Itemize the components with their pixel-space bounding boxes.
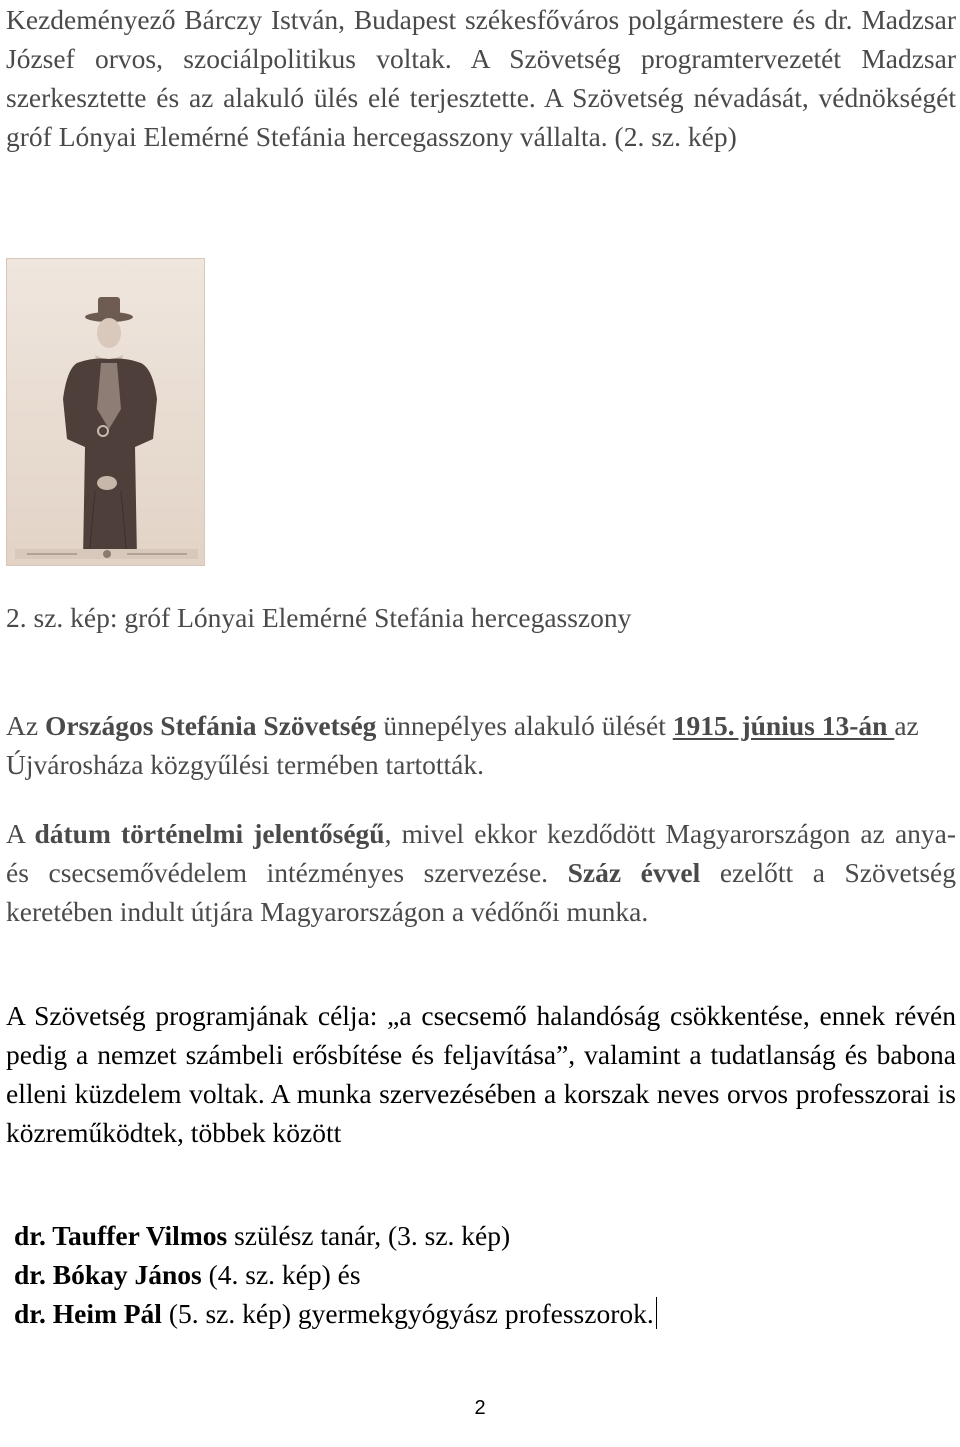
hundred-years-emphasis: Száz évvel [567, 857, 701, 888]
professor-item [14, 1216, 657, 1255]
professor-name: dr. Heim Pál [14, 1298, 162, 1329]
organization-name: Országos Stefánia Szövetség [44, 710, 377, 741]
professor-detail: (4. sz. kép) és [201, 1259, 361, 1290]
portrait-illustration [7, 259, 205, 566]
professor-item [14, 1255, 657, 1294]
founding-paragraph: Az Országos Stefánia Szövetség ünnepélyes alakuló ülését 1915. június 13-án az Újvárosháza közgyűlési termében tartották. [6, 710, 919, 780]
founding-date: 1915. június 13-án [672, 710, 895, 741]
page-number: 2 [474, 1397, 486, 1419]
figure-caption: 2. sz. kép: gróf Lónyai Elemérné Stefánia hercegasszony [6, 602, 632, 633]
professor-item [14, 1294, 657, 1333]
significance-emphasis: dátum történelmi jelentőségű [34, 818, 385, 849]
portrait-photo [6, 258, 205, 566]
program-paragraph: A Szövetség programjának célja: „a csecsemő halandóság csökkentése, ennek révén pedig a nemzet számbeli erősbítése és feljavítása”, valamint a tudatlanság és babona elleni küzdelem voltak. A munka szervezésében a korszak neves orvos professzorai is közreműködtek, többek között [6, 1000, 956, 1148]
text-cursor [656, 1297, 657, 1329]
professors-list [14, 1216, 657, 1333]
intro-paragraph: Kezdeményező Bárczy István, Budapest székesfőváros polgármestere és dr. Madzsar József orvos, szociálpolitikus voltak. A Szövetség programtervezetét Madzsar szerkesztette és az alakuló ülés elé terjesztette. A Szövetség névadását, védnökségét gróf Lónyai Elemérné Stefánia hercegasszony vállalta. (2. sz. kép) [6, 4, 956, 152]
professor-detail: szülész tanár, (3. sz. kép) [227, 1220, 511, 1251]
professor-name: dr. Bókay János [14, 1259, 202, 1290]
professor-detail: (5. sz. kép) gyermekgyógyász professzorok. [161, 1298, 654, 1329]
professor-name: dr. Tauffer Vilmos [14, 1220, 228, 1251]
significance-paragraph: A dátum történelmi jelentőségű, mivel ekkor kezdődött Magyarországon az anya- és csecsemővédelem intézményes szervezése. Száz évvel ezelőtt a Szövetség keretében indult útjára Magyarországon a védőnői munka. [6, 818, 957, 927]
